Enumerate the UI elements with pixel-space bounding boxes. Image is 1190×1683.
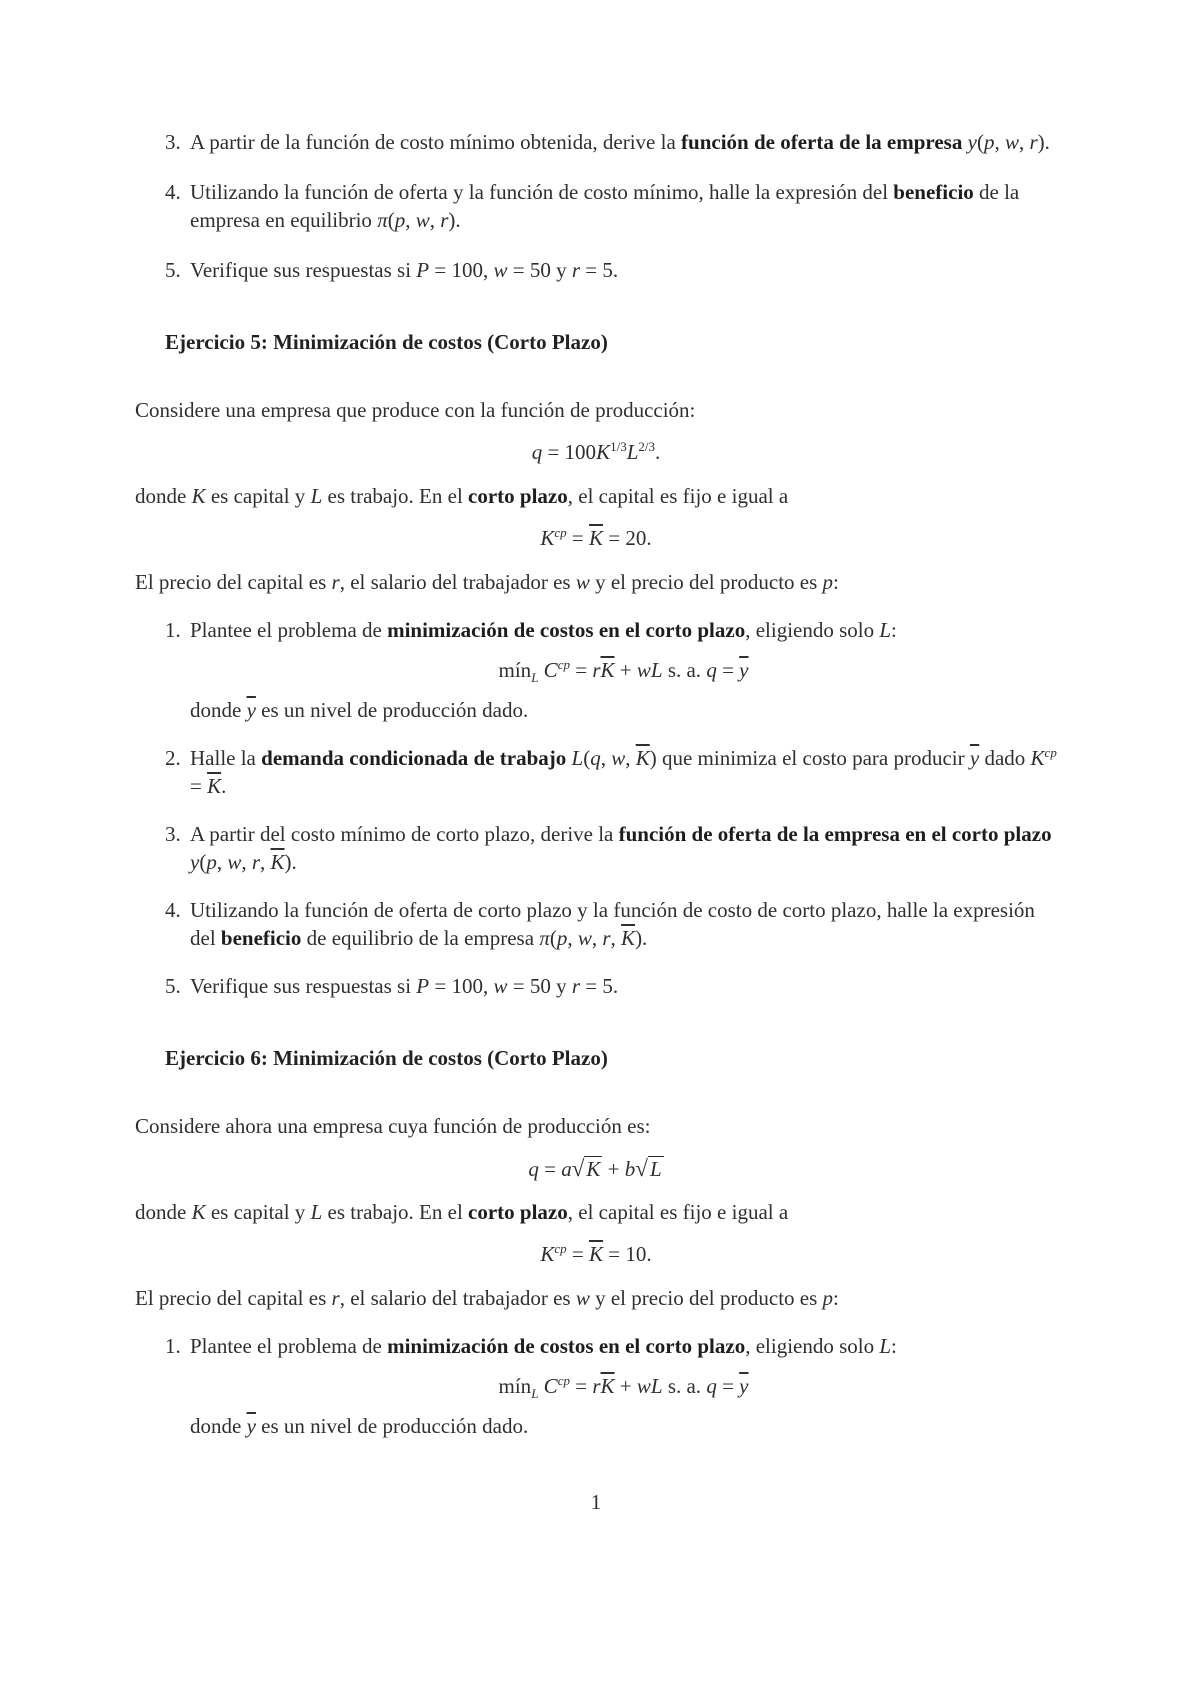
- exercise6-heading: Ejercicio 6: Minimización de costos (Corto Plazo): [165, 1046, 608, 1070]
- list-item: [135, 616, 1057, 724]
- list-item-text: A partir de la función de costo mínimo obtenida, derive la función de oferta de la empresa y(p, w, r).: [190, 130, 1050, 154]
- list-item-number: 1.: [165, 618, 181, 642]
- page-number: 1: [590, 1490, 602, 1514]
- list-item-number: 3.: [165, 822, 181, 846]
- exercise6-prices-paragraph: El precio del capital es r, el salario del trabajador es w y el precio del producto es p:: [135, 1286, 839, 1310]
- cost-minimization-equation: mín$_L$ $C^{cp} = r\overline{K}$ + wL s. a. $q = \overline{y}$: [498, 1373, 749, 1402]
- list-item: [135, 744, 1057, 800]
- list-item: [135, 820, 1057, 876]
- exercise6-production-equation: q = a√K + b√L: [528, 1155, 662, 1181]
- list-item-number: 4.: [165, 898, 181, 922]
- list-item: [135, 1332, 1057, 1440]
- equation-note: donde $\overline{y}$ es un nivel de producción dado.: [190, 698, 529, 722]
- list-item-text: Utilizando la función de oferta de corto plazo y la función de costo de corto plazo, halle la expresión del beneficio de equilibrio de la empresa π(p, w, r, $\overline{K}$).: [190, 898, 1035, 950]
- list-item-text: Halle la demanda condicionada de trabajo L(q, w, $\overline{K}$) que minimiza el costo para producir $\overline{y}$ dado $K^{cp} = \overline{K}$.: [190, 745, 1057, 798]
- exercise6-capital-equation: $K^{cp} = \overline{K} = 10$.: [540, 1241, 652, 1266]
- list-item-number: 3.: [165, 130, 181, 154]
- sqrt-expression: √L: [635, 1155, 662, 1181]
- exercise6-capital-paragraph: donde K es capital y L es trabajo. En el corto plazo, el capital es fijo e igual a: [135, 1200, 789, 1224]
- list-item-text: Verifique sus respuestas si P = 100, w = 50 y r = 5.: [190, 258, 619, 282]
- list-item-number: 1.: [165, 1334, 181, 1358]
- cost-minimization-equation: mín$_L$ $C^{cp} = r\overline{K}$ + wL s. a. $q = \overline{y}$: [498, 657, 749, 686]
- sqrt-expression: √K: [571, 1155, 601, 1181]
- exercise6-list: [135, 1332, 1057, 1440]
- list-item-text: Plantee el problema de minimización de costos en el corto plazo, eligiendo solo L:: [190, 618, 897, 642]
- list-item-text: Verifique sus respuestas si P = 100, w = 50 y r = 5.: [190, 974, 619, 998]
- list-item: [135, 178, 1057, 234]
- list-item-text: Plantee el problema de minimización de costos en el corto plazo, eligiendo solo L:: [190, 1334, 897, 1358]
- exercise5-intro: Considere una empresa que produce con la función de producción:: [135, 398, 696, 422]
- list-item-text: Utilizando la función de oferta y la función de costo mínimo, halle la expresión del beneficio de la empresa en equilibrio π(p, w, r).: [190, 180, 1020, 232]
- list-item: [135, 128, 1057, 156]
- intro-list: [135, 128, 1057, 284]
- list-item-number: 2.: [165, 746, 181, 770]
- exercise5-heading: Ejercicio 5: Minimización de costos (Corto Plazo): [165, 330, 608, 354]
- list-item-number: 5.: [165, 974, 181, 998]
- exercise6-intro: Considere ahora una empresa cuya función de producción es:: [135, 1114, 651, 1138]
- equation-note: donde $\overline{y}$ es un nivel de producción dado.: [190, 1414, 529, 1438]
- exercise5-capital-paragraph: donde K es capital y L es trabajo. En el corto plazo, el capital es fijo e igual a: [135, 484, 789, 508]
- exercise5-capital-equation: $K^{cp} = \overline{K} = 20$.: [540, 525, 652, 550]
- list-item: [135, 896, 1057, 952]
- exercise5-list: [135, 616, 1057, 1000]
- exercise5-prices-paragraph: El precio del capital es r, el salario del trabajador es w y el precio del producto es p:: [135, 570, 839, 594]
- list-item: [135, 972, 1057, 1000]
- exercise5-production-equation: $q = 100K^{1/3}L^{2/3}$.: [531, 439, 661, 464]
- list-item-number: 5.: [165, 258, 181, 282]
- list-item: [135, 256, 1057, 284]
- list-item-number: 4.: [165, 180, 181, 204]
- list-item-text: A partir del costo mínimo de corto plazo, derive la función de oferta de la empresa en el corto plazo y(p, w, r, $\overline{K}$).: [190, 822, 1052, 874]
